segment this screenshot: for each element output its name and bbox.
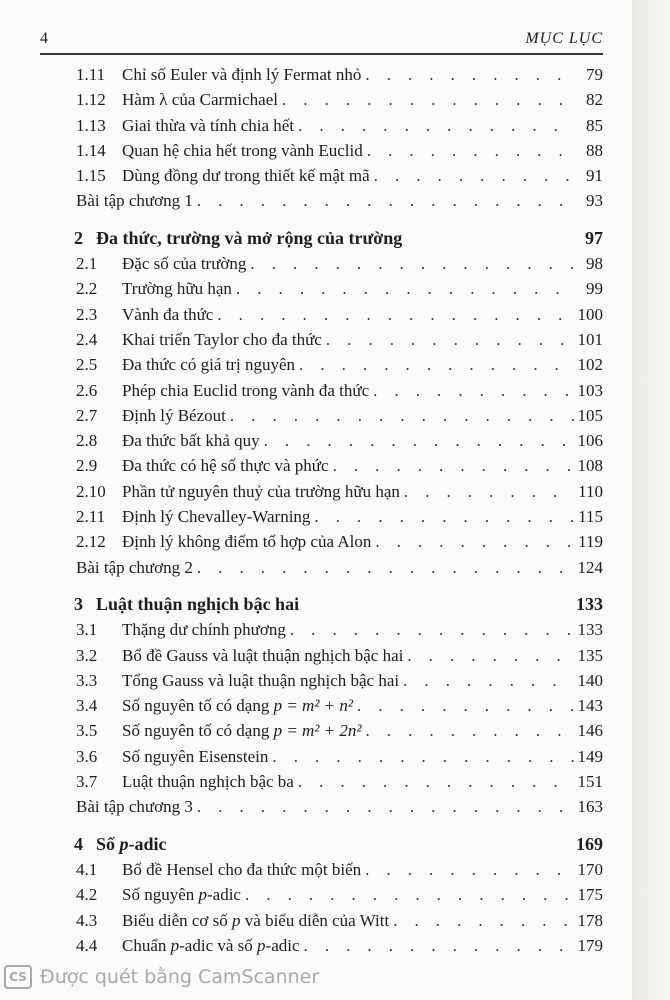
leader-dots (298, 113, 575, 138)
page-ref: 146 (577, 721, 603, 741)
leader-dots (366, 718, 574, 743)
section-title: Chỉ số Euler và định lý Fermat nhỏ (122, 65, 362, 84)
toc-entry (74, 908, 603, 933)
toc-entry (74, 933, 603, 958)
page-ref: 163 (577, 797, 603, 817)
leader-dots (314, 504, 574, 529)
toc-exercises (74, 794, 603, 819)
section-number: 2.7 (76, 405, 98, 425)
leader-dots (299, 352, 573, 377)
leader-dots (373, 378, 573, 403)
leader-dots (407, 643, 573, 668)
page-ref: 133 (577, 620, 603, 640)
section-number: 2.6 (76, 380, 98, 400)
page-ref: 135 (577, 645, 603, 665)
chapter-title (96, 832, 167, 857)
page-ref: 79 (586, 65, 603, 84)
toc-chapter (74, 592, 603, 617)
section-title: Đặc số của trường (122, 254, 247, 274)
section-number: 2.10 (76, 481, 106, 501)
leader-dots (365, 62, 575, 87)
section-title: Phần tử nguyên thuỷ của trường hữu hạn (122, 481, 400, 501)
section-number: 2.9 (76, 456, 98, 476)
leader-dots (333, 453, 574, 478)
leader-dots (197, 555, 574, 580)
exercises-title: Bài tập chương 1 (76, 191, 193, 211)
section-number: 2.12 (76, 532, 106, 552)
page-number: 4 (40, 30, 48, 47)
leader-dots (374, 163, 575, 188)
section-number: 3.1 (76, 620, 98, 640)
page-ref: 106 (577, 431, 603, 451)
math-symbol: p (170, 935, 180, 955)
leader-dots (367, 138, 575, 163)
section-number: 3.7 (76, 772, 98, 792)
math-symbol: p (257, 935, 266, 955)
leader-dots (217, 302, 573, 327)
section-number: 1.12 (76, 90, 106, 110)
section-title: Định lý Bézout (122, 405, 226, 425)
math-formula: p = m² + 2n² (273, 721, 362, 741)
toc-entry (74, 643, 603, 668)
section-number: 2.3 (76, 304, 98, 324)
page-ref: 88 (586, 140, 603, 160)
page-ref: 110 (578, 481, 603, 501)
toc-chapter (74, 226, 603, 251)
page-ref: 124 (577, 557, 603, 577)
section-title: Định lý Chevalley-Warning (122, 507, 311, 527)
section-number: 1.14 (76, 140, 106, 160)
page-ref: 170 (577, 859, 603, 879)
toc-exercises (74, 188, 603, 213)
section-title: Vành đa thức (122, 304, 214, 324)
page-ref: 98 (586, 254, 603, 274)
leader-dots (250, 251, 575, 276)
section-title: Dùng đồng dư trong thiết kế mật mã (122, 166, 370, 186)
section-title: Tổng Gauss và luật thuận nghịch bậc hai (122, 670, 400, 690)
section-title: Số nguyên Eisenstein (122, 746, 269, 766)
section-title (122, 693, 353, 718)
leader-dots (365, 857, 573, 882)
page-ref: 101 (577, 329, 603, 349)
page-edge (632, 0, 670, 1000)
toc-entry (74, 62, 603, 87)
exercises-title: Bài tập chương 3 (76, 797, 193, 817)
leader-dots (272, 744, 573, 769)
section-title: Bổ đề Hensel cho đa thức một biến (122, 859, 362, 879)
section-number: 1.11 (76, 65, 106, 84)
toc-entry (74, 693, 603, 718)
page-ref: 140 (577, 670, 603, 690)
page-ref: 133 (576, 593, 603, 614)
section-number: 4.4 (76, 935, 98, 955)
camscanner-watermark (4, 964, 319, 990)
toc-entry (74, 857, 603, 882)
toc-entry (74, 479, 603, 504)
section-number: 3.5 (76, 721, 98, 741)
page-ref: 143 (577, 696, 603, 716)
chapter-number: 3 (74, 593, 83, 614)
math-symbol: p (232, 910, 241, 930)
math-formula: p = m² + n² (273, 696, 353, 716)
leader-dots (393, 908, 573, 933)
leader-dots (290, 617, 574, 642)
toc-entry (74, 668, 603, 693)
toc-entry (74, 276, 603, 301)
toc-entry (74, 302, 603, 327)
section-title (122, 908, 389, 933)
section-title: Khai triển Taylor cho đa thức (122, 329, 322, 349)
toc-entry (74, 769, 603, 794)
leader-dots (245, 882, 574, 907)
toc-entry (74, 138, 603, 163)
leader-dots (404, 479, 574, 504)
toc-entry (74, 744, 603, 769)
section-number: 2.11 (76, 507, 106, 527)
section-title: Đa thức có giá trị nguyên (122, 355, 296, 375)
chapter-title-text: -adic (128, 833, 167, 854)
page-ref: 149 (577, 746, 603, 766)
section-title-text: -adic (207, 885, 241, 905)
leader-dots (197, 794, 574, 819)
page-ref: 103 (577, 380, 603, 400)
leader-dots (326, 327, 574, 352)
leader-dots (304, 933, 574, 958)
section-title: Hàm λ của Carmichael (122, 90, 278, 110)
chapter-title: Luật thuận nghịch bậc hai (96, 593, 300, 614)
chapter-number: 2 (74, 227, 83, 248)
section-title-text: Chuẩn (122, 935, 167, 955)
section-title: Luật thuận nghịch bậc ba (122, 772, 294, 792)
camscanner-logo-icon: CS (4, 965, 32, 989)
section-title: Đa thức có hệ số thực và phức (122, 456, 329, 476)
toc-entry (74, 617, 603, 642)
table-of-contents (74, 62, 603, 958)
toc-entry (74, 163, 603, 188)
section-title-text: Số nguyên (122, 885, 195, 905)
section-title-text: Số nguyên tố có dạng (122, 696, 270, 716)
watermark-text: Được quét bằng CamScanner (40, 966, 320, 988)
section-title (122, 882, 241, 907)
leader-dots (264, 428, 574, 453)
page-ref: 169 (576, 833, 603, 854)
section-number: 1.15 (76, 166, 106, 186)
page-ref: 108 (577, 456, 603, 476)
section-title: Phép chia Euclid trong vành đa thức (122, 380, 370, 400)
section-number: 3.3 (76, 670, 98, 690)
toc-entry (74, 529, 603, 554)
section-title: Quan hệ chia hết trong vành Euclid (122, 140, 363, 160)
section-number: 3.2 (76, 645, 98, 665)
leader-dots (375, 529, 574, 554)
leader-dots (230, 403, 574, 428)
section-title-text: -adic (265, 935, 300, 955)
section-title: Thặng dư chính phương (122, 620, 286, 640)
section-title: Định lý không điểm tổ hợp của Alon (122, 532, 372, 552)
toc-entry (74, 113, 603, 138)
section-title (122, 718, 362, 743)
running-head: MỤC LỤC (525, 30, 603, 47)
section-number: 3.4 (76, 696, 98, 716)
toc-entry (74, 504, 603, 529)
section-number: 2.4 (76, 329, 98, 349)
page-ref: 175 (577, 885, 603, 905)
leader-dots (282, 87, 575, 112)
page-ref: 115 (578, 507, 603, 527)
page-ref: 119 (578, 532, 603, 552)
chapter-title: Đa thức, trường và mở rộng của trường (96, 227, 403, 248)
section-title: Giai thừa và tính chia hết (122, 115, 295, 135)
page-ref: 178 (577, 910, 603, 930)
section-title: Đa thức bất khả quy (122, 431, 260, 451)
section-title: Bổ đề Gauss và luật thuận nghịch bậc hai (122, 645, 404, 665)
toc-entry (74, 718, 603, 743)
page-ref: 105 (577, 405, 603, 425)
page-ref: 102 (577, 355, 603, 375)
toc-entry (74, 327, 603, 352)
leader-dots (236, 276, 575, 301)
section-title-text: -adic và số (179, 935, 253, 955)
section-number: 4.3 (76, 910, 98, 930)
leader-dots (298, 769, 574, 794)
page-ref: 100 (577, 304, 603, 324)
chapter-number: 4 (74, 833, 83, 854)
leader-dots (197, 188, 575, 213)
page-ref: 93 (586, 191, 603, 211)
section-number: 2.2 (76, 279, 98, 299)
page-ref: 179 (577, 935, 603, 955)
exercises-title: Bài tập chương 2 (76, 557, 193, 577)
section-number: 2.5 (76, 355, 98, 375)
section-title (122, 933, 300, 958)
toc-entry (74, 882, 603, 907)
section-number: 4.2 (76, 885, 98, 905)
section-number: 1.13 (76, 115, 106, 135)
page-ref: 91 (586, 166, 603, 186)
section-title-text: và biểu diễn của Witt (244, 910, 390, 930)
page-ref: 99 (586, 279, 603, 299)
chapter-title-text: Số (96, 833, 116, 854)
toc-entry (74, 251, 603, 276)
page-header (40, 30, 603, 52)
toc-entry (74, 87, 603, 112)
toc-chapter (74, 832, 603, 857)
section-number: 2.1 (76, 254, 98, 274)
toc-exercises (74, 555, 603, 580)
toc-entry (74, 453, 603, 478)
math-symbol: p (198, 885, 207, 905)
page-ref: 97 (585, 227, 603, 248)
section-title-text: Biểu diễn cơ số (122, 910, 228, 930)
section-title: Trường hữu hạn (122, 279, 232, 299)
section-title-text: Số nguyên tố có dạng (122, 721, 270, 741)
section-number: 3.6 (76, 746, 98, 766)
header-rule (40, 53, 603, 55)
section-number: 4.1 (76, 859, 98, 879)
toc-entry (74, 352, 603, 377)
section-number: 2.8 (76, 431, 98, 451)
page-ref: 151 (577, 772, 603, 792)
toc-entry (74, 403, 603, 428)
leader-dots (403, 668, 573, 693)
math-symbol: p (119, 833, 129, 854)
toc-entry (74, 428, 603, 453)
page-ref: 85 (586, 115, 603, 135)
page-ref: 82 (586, 90, 603, 110)
leader-dots (357, 693, 574, 718)
toc-entry (74, 378, 603, 403)
